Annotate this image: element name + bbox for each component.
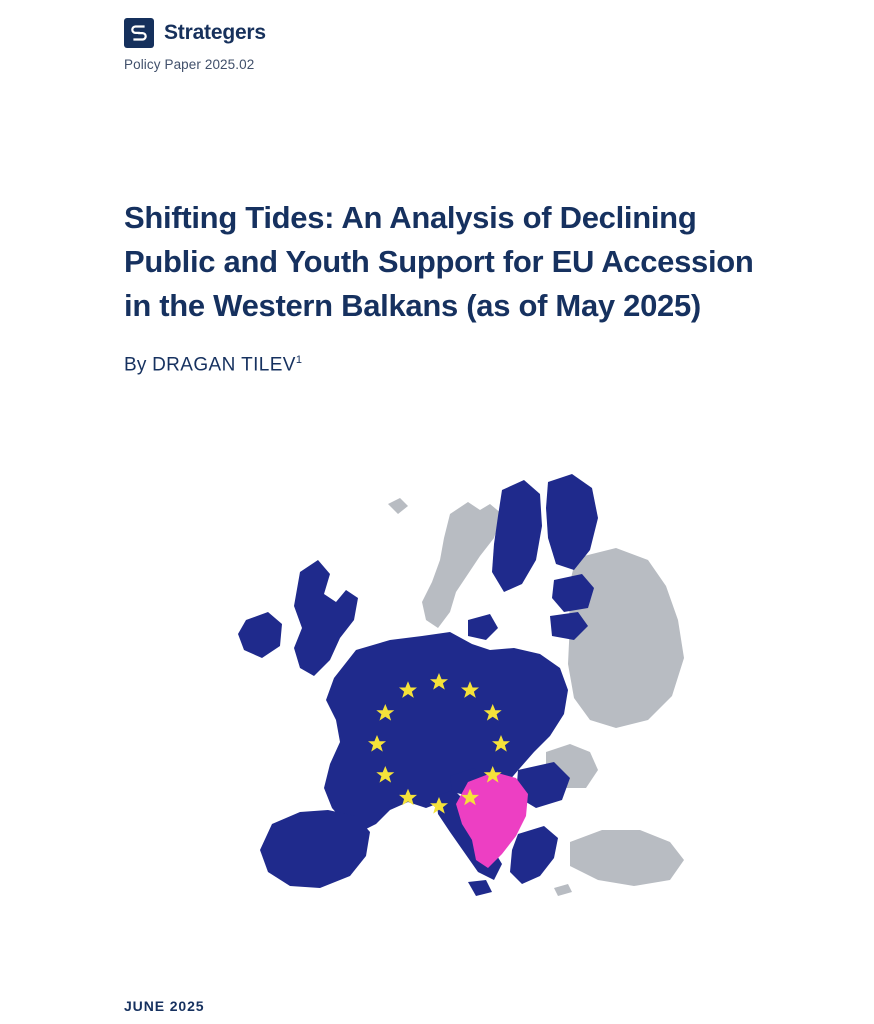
title-block (124, 196, 764, 376)
author-name: DRAGAN TILEV (152, 354, 296, 376)
cover-map (150, 452, 790, 947)
publication-date: JUNE 2025 (124, 998, 205, 1014)
policy-paper-label: Policy Paper 2025.02 (124, 57, 255, 72)
footnote-marker: 1 (295, 354, 303, 367)
page-title: Shifting Tides: An Analysis of Declining Public and Youth Support for EU Accession in the Western Balkans (as of May 2025) (124, 200, 754, 324)
byline (124, 354, 764, 376)
masthead (124, 18, 266, 72)
logo-glyph (124, 18, 154, 48)
map-eu-member-countries (238, 474, 598, 896)
brand-row (124, 18, 266, 48)
byline-prefix: By (124, 354, 153, 376)
brand-name: Strategers (164, 21, 266, 44)
strategers-logo-icon (124, 18, 154, 48)
